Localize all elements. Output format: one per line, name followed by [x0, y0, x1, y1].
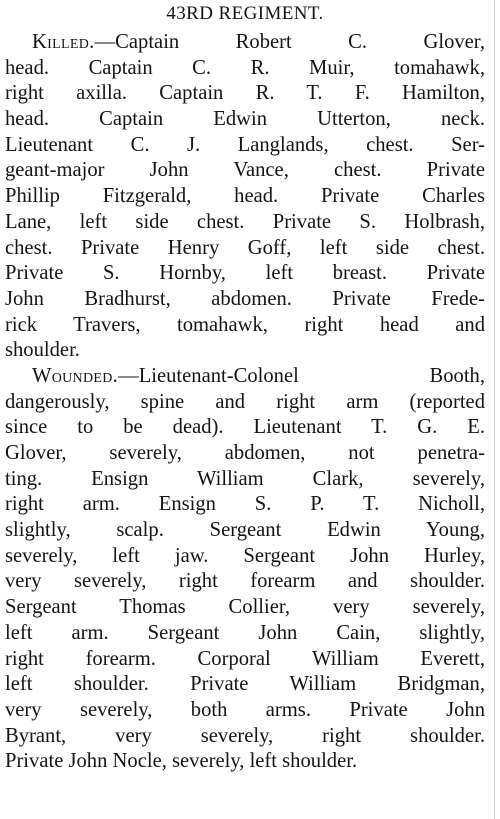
killed-line-3: head. Captain Edwin Utterton, neck.	[5, 108, 485, 131]
wounded-lead: Wounded.	[32, 364, 119, 387]
killed-line-5: geant-major John Vance, chest. Private	[5, 159, 485, 182]
wounded-line-1: dangerously, spine and right arm (reported	[5, 390, 485, 413]
wounded-line-0: —Lieutenant-Colonel Booth,	[118, 364, 485, 387]
killed-line-6: Phillip Fitzgerald, head. Private Charles	[5, 185, 485, 208]
killed-line-0: —Captain Robert C. Glover,	[94, 31, 485, 53]
wounded-line-5: right arm. Ensign S. P. T. Nicholl,	[5, 493, 485, 516]
wounded-line-8: very severely, right forearm and shoulder.	[5, 570, 485, 593]
killed-line-10: John Bradhurst, abdomen. Private Frede-	[5, 287, 485, 310]
wounded-line-4: ting. Ensign William Clark, severely,	[5, 467, 485, 490]
wounded-first-line	[5, 364, 485, 390]
wounded-line-2: since to be dead). Lieutenant T. G. E.	[5, 416, 485, 439]
wounded-line-10: left arm. Sergeant John Cain, slightly,	[5, 621, 485, 644]
wounded-section	[5, 364, 485, 775]
wounded-line-14: Byrant, very severely, right shoulder.	[5, 724, 485, 747]
killed-line-2: right axilla. Captain R. T. F. Hamilton,	[5, 82, 485, 105]
killed-first-line	[5, 30, 485, 56]
wounded-line-3: Glover, severely, abdomen, not penetra-	[5, 442, 485, 464]
wounded-line-12: left shoulder. Private William Bridgman,	[5, 673, 485, 696]
killed-line-1: head. Captain C. R. Muir, tomahawk,	[5, 56, 485, 79]
wounded-line-13: very severely, both arms. Private John	[5, 698, 485, 721]
killed-line-12: shoulder.	[5, 339, 80, 362]
killed-line-9: Private S. Hornby, left breast. Private	[5, 262, 485, 285]
wounded-line-6: slightly, scalp. Sergeant Edwin Young,	[5, 519, 485, 542]
wounded-line-11: right forearm. Corporal William Everett,	[5, 647, 485, 670]
newspaper-column	[5, 4, 485, 775]
killed-section	[5, 30, 485, 364]
wounded-line-9: Sergeant Thomas Collier, very severely,	[5, 596, 485, 619]
killed-line-8: chest. Private Henry Goff, left side chest.	[5, 236, 485, 259]
wounded-line-15: Private John Nocle, severely, left shoulder.	[5, 750, 358, 773]
wounded-line-7: severely, left jaw. Sergeant John Hurley,	[5, 544, 485, 567]
column-rule	[494, 0, 495, 819]
killed-line-7: Lane, left side chest. Private S. Holbrash,	[5, 210, 485, 233]
killed-line-11: rick Travers, tomahawk, right head and	[5, 313, 485, 336]
killed-lead: Killed.	[32, 31, 95, 53]
killed-line-4: Lieutenant C. J. Langlands, chest. Ser-	[5, 133, 485, 156]
section-heading: 43RD REGIMENT.	[166, 3, 324, 24]
